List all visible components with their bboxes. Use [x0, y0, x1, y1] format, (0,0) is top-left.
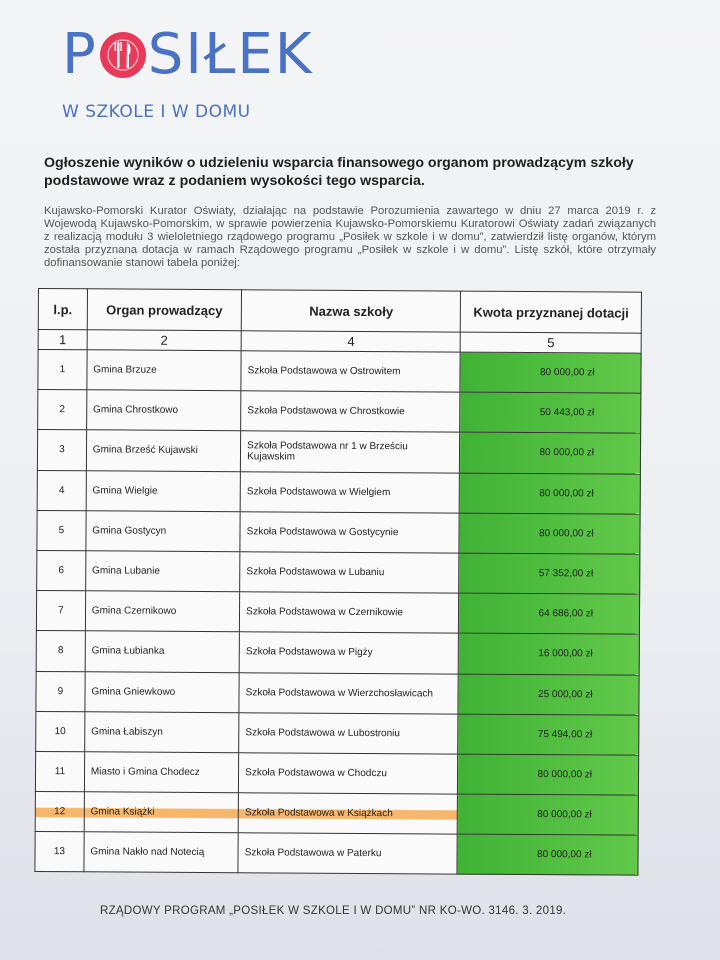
cell-lp: 2 [38, 390, 87, 430]
cell-lp: 7 [36, 591, 85, 631]
cell-school: Szkoła Podstawowa w Pigży [239, 632, 459, 674]
cell-school: Szkoła Podstawowa w Książkach [238, 793, 458, 835]
cell-lp: 4 [37, 470, 86, 510]
table-row [37, 430, 640, 474]
cell-lp: 8 [36, 631, 85, 671]
cell-school: Szkoła Podstawowa w Ostrowitem [241, 351, 461, 393]
header-lp: l.p. [38, 289, 87, 330]
cell-amount: 80 000,00 zł [460, 473, 641, 514]
column-number: 5 [461, 332, 642, 353]
cell-organ: Gmina Lubanie [85, 551, 240, 592]
table-row [36, 631, 639, 675]
cell-organ: Gmina Wielgie [86, 470, 241, 511]
cell-amount: 80 000,00 zł [460, 432, 641, 473]
cell-organ: Gmina Nakło nad Notecią [84, 832, 239, 873]
cell-lp: 6 [37, 550, 86, 590]
table-row [38, 390, 641, 434]
cell-organ: Gmina Książki [84, 792, 239, 833]
table-row [37, 470, 640, 514]
cell-organ: Gmina Czernikowo [85, 591, 240, 632]
cell-lp: 3 [37, 430, 86, 470]
cell-organ: Gmina Łabiszyn [84, 711, 239, 752]
table-row [35, 792, 638, 836]
cell-school: Szkoła Podstawowa w Lubostroniu [239, 712, 459, 754]
logo-letters-silek: SIŁEK [147, 22, 314, 87]
column-number: 1 [38, 330, 87, 350]
header-organ: Organ prowadzący [87, 289, 242, 331]
cell-school: Szkoła Podstawowa w Czernikowie [240, 592, 460, 634]
cell-organ: Gmina Gniewkowo [85, 671, 240, 712]
table-row [35, 751, 638, 795]
cell-school: Szkoła Podstawowa w Lubaniu [240, 552, 460, 594]
cell-amount: 16 000,00 zł [459, 633, 640, 674]
column-number: 4 [241, 331, 460, 352]
table-row [37, 550, 640, 594]
cell-lp: 12 [35, 792, 84, 832]
intro-paragraph: Kujawsko-Pomorski Kurator Oświaty, działając na podstawie Porozumienia zawartego w dniu 27 marca 2019 r. z Wojewodą Kujawsko-Pomorskim, w sprawie powierzenia Kujawsko-Pomorskiemu Kuratorowi Oświaty zadań związanych z realizacją modułu 3 wieloletniego rządowego programu „Posiłek w szkole i w domu”, zatwierdził listę organów, którym została przyznana dotacja w ramach Rządowego programu „Posiłek w szkole i w domu”. Listę szkół, które otrzymały dofinansowanie stanowi tabela poniżej: [44, 205, 656, 269]
table-row [38, 350, 641, 394]
cell-lp: 5 [37, 510, 86, 550]
cell-school: Szkoła Podstawowa w Chrostkowie [241, 391, 461, 433]
table-row [36, 711, 639, 755]
column-number: 2 [87, 330, 241, 351]
cell-lp: 9 [36, 671, 85, 711]
cell-amount: 25 000,00 zł [458, 674, 639, 715]
cell-organ: Gmina Brzuze [87, 350, 242, 391]
cell-amount: 80 000,00 zł [460, 352, 641, 393]
cell-amount: 75 494,00 zł [458, 714, 639, 755]
footer-program-number: RZĄDOWY PROGRAM „POSIŁEK W SZKOLE I W DOMU” NR KO-WO. 3146. 3. 2019. [100, 905, 567, 917]
cell-organ: Gmina Brześć Kujawski [86, 430, 241, 471]
document-heading: Ogłoszenie wyników o udzieleniu wsparcia finansowego organom prowadzącym szkoły podstawowe wraz z podaniem wysokości tego wsparcia. [44, 155, 634, 189]
cell-amount: 57 352,00 zł [459, 553, 640, 594]
table-row [36, 591, 639, 635]
cell-amount: 50 443,00 zł [460, 392, 641, 433]
header-amount: Kwota przyznanej dotacji [461, 291, 642, 333]
cell-amount: 64 686,00 zł [459, 593, 640, 634]
table-row [37, 510, 640, 554]
cell-school: Szkoła Podstawowa w Gostycynie [240, 511, 460, 553]
plate-fork-knife-icon [100, 32, 146, 78]
cell-organ: Gmina Gostycyn [86, 511, 241, 552]
cell-organ: Gmina Łubianka [85, 631, 240, 672]
cell-organ: Gmina Chrostkowo [86, 390, 241, 431]
cell-lp: 11 [35, 751, 84, 791]
program-logo [62, 22, 313, 87]
cell-school: Szkoła Podstawowa nr 1 w Brześciu Kujawskim [241, 431, 461, 473]
table-header-row [38, 289, 641, 334]
cell-school: Szkoła Podstawowa w Wierzchosławicach [239, 672, 459, 714]
cell-amount: 80 000,00 zł [459, 513, 640, 554]
cell-lp: 1 [38, 350, 87, 390]
cell-amount: 80 000,00 zł [457, 834, 638, 875]
cell-amount: 80 000,00 zł [458, 754, 639, 795]
table-row [36, 671, 639, 715]
cell-organ: Miasto i Gmina Chodecz [84, 752, 239, 793]
grants-table [34, 288, 642, 876]
cell-school: Szkoła Podstawowa w Chodczu [239, 753, 459, 795]
table-row [35, 832, 638, 876]
cell-lp: 10 [36, 711, 85, 751]
header-school: Nazwa szkoły [241, 290, 461, 332]
cell-lp: 13 [35, 832, 84, 872]
logo-letter-p: P [62, 22, 98, 87]
cell-school: Szkoła Podstawowa w Paterku [238, 833, 458, 875]
logo-subtitle: W SZKOLE I W DOMU [62, 102, 251, 122]
cell-amount: 80 000,00 zł [458, 794, 639, 835]
cell-school: Szkoła Podstawowa w Wielgiem [240, 471, 460, 513]
